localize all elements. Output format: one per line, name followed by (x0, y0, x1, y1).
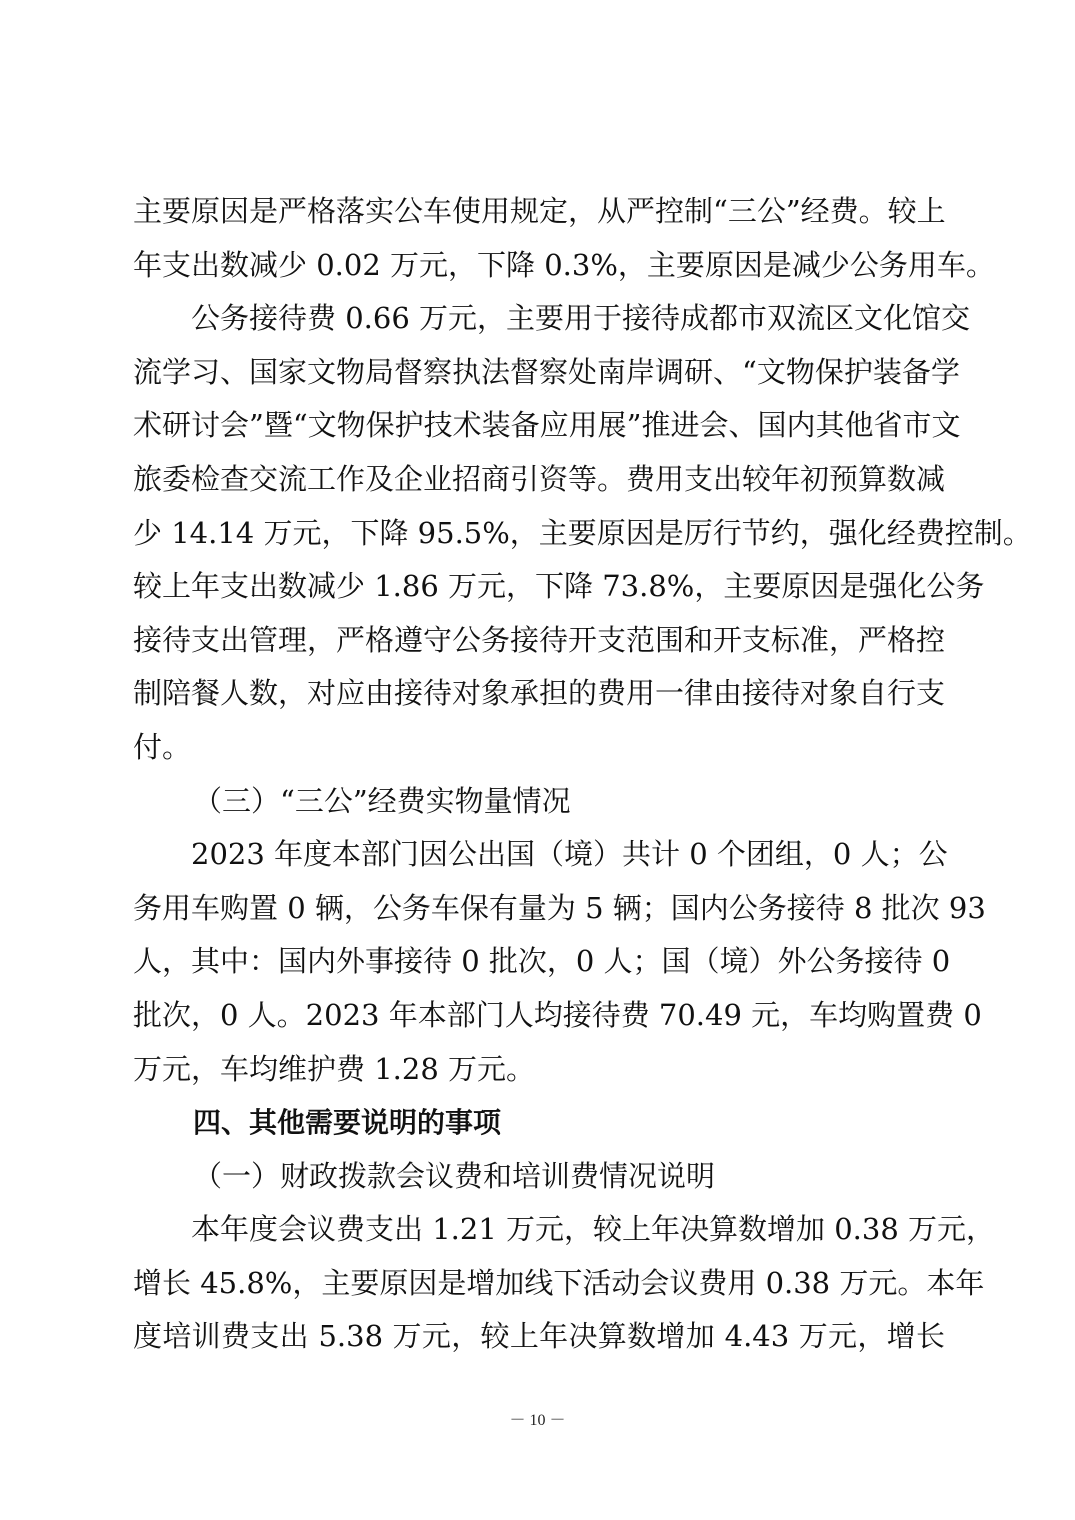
paragraph-line: 付。 (133, 729, 192, 764)
paragraph-line: 本年度会议费支出 1.21 万元，较上年决算数增加 0.38 万元， (191, 1212, 996, 1247)
paragraph-line: 度培训费支出 5.38 万元，较上年决算数增加 4.43 万元，增长 (133, 1319, 945, 1354)
paragraph-line: 人，其中：国内外事接待 0 批次，0 人；国（境）外公务接待 0 (133, 944, 951, 979)
paragraph-line: 公务接待费 0.66 万元，主要用于接待成都市双流区文化馆交 (191, 301, 971, 336)
paragraph-line: 旅委检查交流工作及企业招商引资等。费用支出较年初预算数减 (133, 461, 946, 496)
paragraph-line: 万元，车均维护费 1.28 万元。 (133, 1051, 536, 1086)
paragraph-line: 年支出数减少 0.02 万元，下降 0.3%，主要原因是减少公务用车。 (133, 247, 995, 282)
section-heading: 四、其他需要说明的事项 (193, 1106, 502, 1140)
paragraph-line: 批次，0 人。2023 年本部门人均接待费 70.49 元，车均购置费 0 (133, 997, 982, 1032)
section-subheading: （三）“三公”经费实物量情况 (193, 783, 571, 818)
paragraph-line: 少 14.14 万元，下降 95.5%，主要原因是厉行节约，强化经费控制。 (133, 515, 1032, 550)
paragraph-line: 较上年支出数减少 1.86 万元，下降 73.8%，主要原因是强化公务 (133, 569, 985, 604)
paragraph-line: 务用车购置 0 辆，公务车保有量为 5 辆；国内公务接待 8 批次 93 (133, 890, 986, 925)
paragraph-line: 接待支出管理，严格遵守公务接待开支范围和开支标准，严格控 (133, 622, 946, 657)
paragraph-line: 制陪餐人数，对应由接待对象承担的费用一律由接待对象自行支 (133, 676, 946, 711)
document-body (133, 185, 1032, 1364)
paragraph-line: 主要原因是严格落实公车使用规定，从严控制“三公”经费。较上 (133, 194, 946, 228)
paragraph-line: 2023 年度本部门因公出国（境）共计 0 个团组，0 人；公 (191, 837, 948, 872)
paragraph-line: 术研讨会”暨“文物保护技术装备应用展”推进会、国内其他省市文 (133, 408, 961, 443)
paragraph-line: 流学习、国家文物局督察执法督察处南岸调研、“文物保护装备学 (133, 354, 960, 389)
section-subheading: （一）财政拨款会议费和培训费情况说明 (193, 1158, 716, 1193)
paragraph-line: 增长 45.8%，主要原因是增加线下活动会议费用 0.38 万元。本年 (133, 1265, 985, 1300)
page-number: － 10 － (509, 1412, 566, 1429)
